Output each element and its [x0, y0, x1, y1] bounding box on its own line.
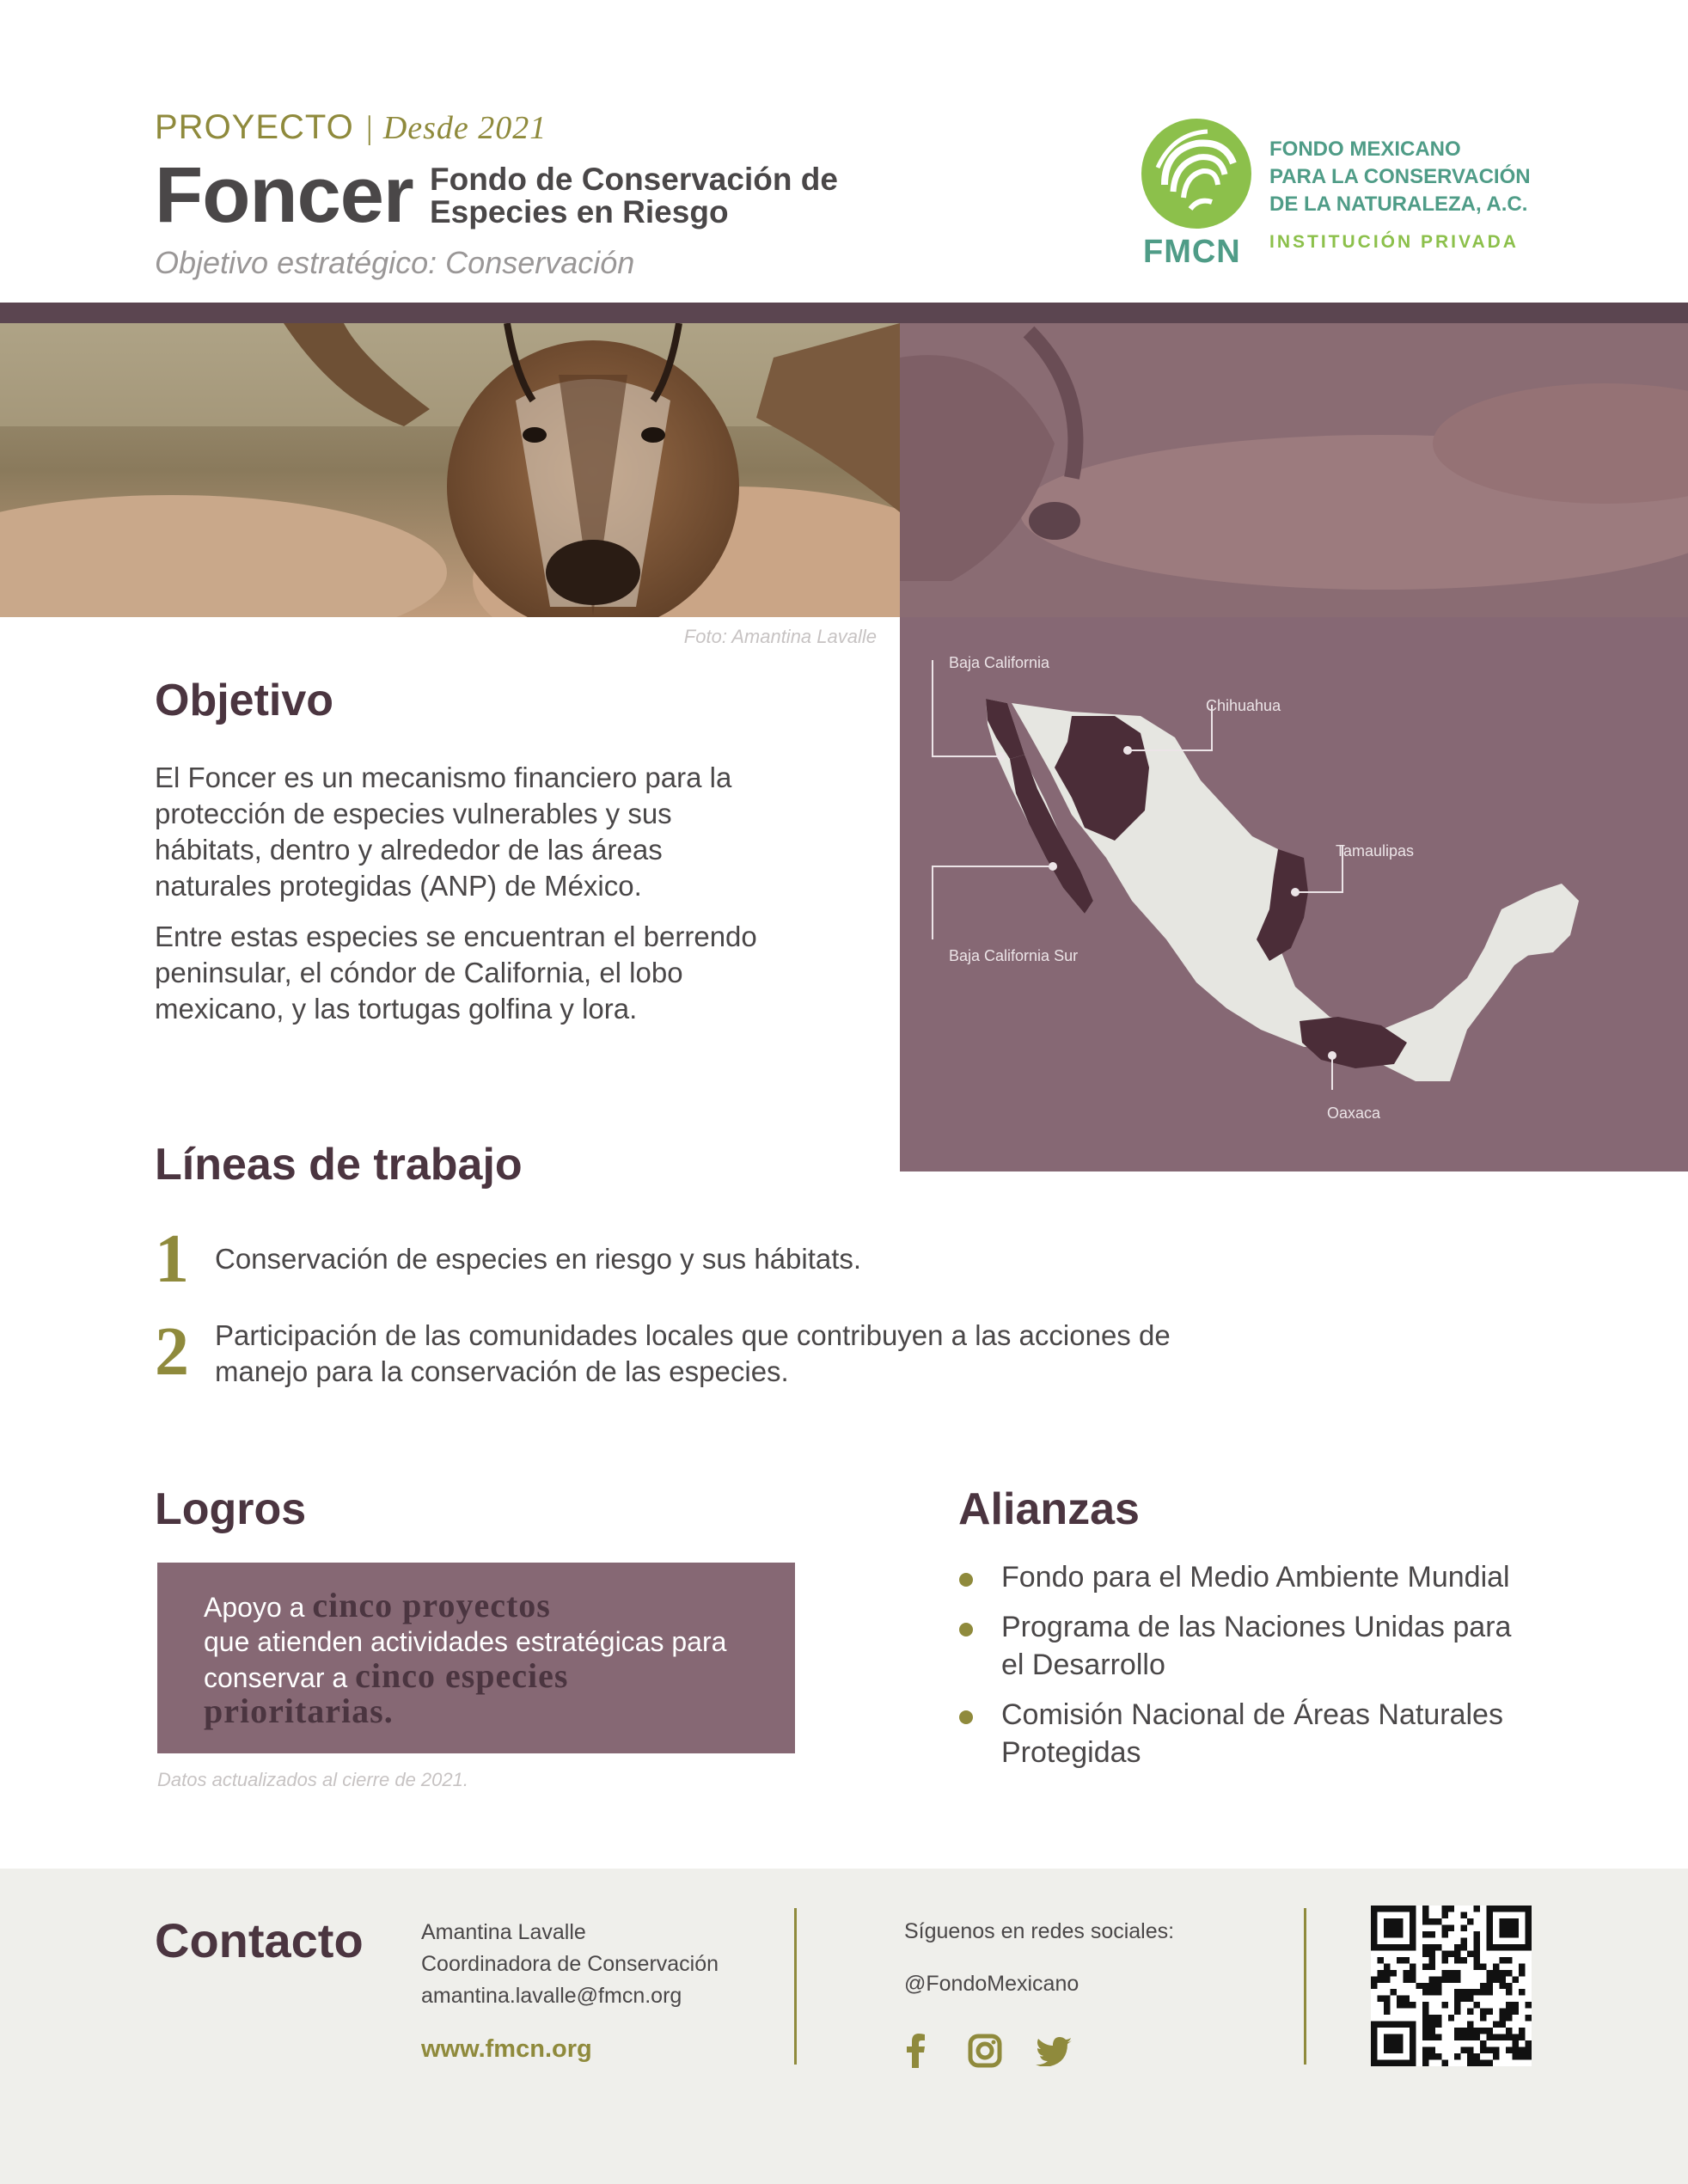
footer-divider [794, 1908, 797, 2065]
twitter-icon[interactable] [1036, 2037, 1072, 2066]
since-year: | Desde 2021 [364, 110, 547, 146]
social-handle: @FondoMexicano [904, 1972, 1079, 1996]
photo-credit: Foto: Amantina Lavalle [683, 626, 877, 647]
logo-name-line: PARA LA CONSERVACIÓN [1269, 165, 1531, 188]
map-label-oaxaca: Oaxaca [1327, 1104, 1381, 1122]
text-line: peninsular, el cóndor de California, el lobo [155, 957, 683, 988]
website-link[interactable]: www.fmcn.org [421, 2035, 592, 2063]
linea-item [215, 1241, 1332, 1277]
alianza-text: Programa de las Naciones Unidas para [1001, 1611, 1512, 1643]
linea-number: 1 [155, 1221, 189, 1297]
objetivo-heading: Objetivo [155, 676, 334, 725]
logros-highlight: cinco especies [355, 1656, 569, 1695]
linea-text: Participación de las comunidades locales que contribuyen a las acciones de [215, 1319, 1171, 1351]
bullet-icon [959, 1573, 973, 1587]
proyecto-word: PROYECTO [155, 108, 354, 146]
logo-acronym: FMCN [1143, 234, 1241, 270]
alianza-item [1001, 1608, 1620, 1684]
logros-box [157, 1563, 795, 1753]
header-band [0, 303, 1688, 323]
map-label-baja-california-sur: Baja California Sur [949, 947, 1079, 964]
text-line: naturales protegidas (ANP) de México. [155, 870, 642, 902]
text-line: Entre estas especies se encuentran el berrendo [155, 921, 757, 952]
logo-tagline: INSTITUCIÓN PRIVADA [1269, 232, 1519, 252]
logros-heading: Logros [155, 1484, 307, 1534]
objetivo-paragraph-2 [155, 919, 842, 1027]
logo-organization-name [1269, 136, 1562, 218]
footer-divider [1304, 1908, 1306, 2065]
logros-text: que atienden actividades estratégicas para [204, 1626, 727, 1657]
text-line: protección de especies vulnerables y sus [155, 798, 672, 829]
alianza-text: Fondo para el Medio Ambiente Mundial [1001, 1561, 1510, 1594]
antelope-photo [0, 323, 900, 617]
contacto-heading: Contacto [155, 1913, 364, 1967]
logros-text: conservar a [204, 1662, 356, 1693]
map-label-baja-california: Baja California [949, 654, 1050, 671]
map-label-tamaulipas: Tamaulipas [1336, 842, 1415, 860]
page-subtitle: Fondo de Conservación de Especies en Riesgo [430, 162, 838, 229]
social-label: Síguenos en redes sociales: [904, 1919, 1175, 1943]
mexico-map [900, 617, 1688, 1172]
logo-name-line: DE LA NATURALEZA, A.C. [1269, 193, 1528, 216]
objetivo-paragraph-1 [155, 760, 842, 904]
contact-name: Amantina Lavalle [421, 1920, 586, 1944]
map-panel [900, 617, 1688, 1172]
project-label [155, 108, 547, 147]
linea-item [215, 1318, 1332, 1390]
linea-number: 2 [155, 1314, 189, 1390]
data-note: Datos actualizados al cierre de 2021. [157, 1769, 468, 1790]
facebook-icon[interactable] [904, 2034, 927, 2068]
text-line: mexicano, y las tortugas golfina y lora. [155, 993, 638, 1025]
strategic-objective: Objetivo estratégico: Conservación [155, 245, 635, 280]
fmcn-logo-icon [1139, 116, 1255, 232]
alianza-text: el Desarrollo [1001, 1649, 1165, 1681]
map-label-chihuahua: Chihuahua [1206, 697, 1281, 714]
alianza-text: Protegidas [1001, 1736, 1141, 1769]
instagram-icon[interactable] [968, 2034, 1002, 2068]
linea-text: Conservación de especies en riesgo y sus hábitats. [215, 1243, 862, 1275]
qr-code[interactable] [1371, 1906, 1532, 2066]
logros-line [204, 1588, 749, 1624]
logros-highlight: prioritarias. [204, 1692, 394, 1730]
bullet-icon [959, 1623, 973, 1636]
lineas-heading: Líneas de trabajo [155, 1140, 523, 1190]
alianza-item [1001, 1696, 1620, 1771]
bullet-icon [959, 1710, 973, 1724]
logros-highlight: cinco proyectos [312, 1586, 551, 1624]
text-line: El Foncer es un mecanismo financiero para la [155, 762, 732, 793]
alianza-item [1001, 1558, 1620, 1596]
text-line: hábitats, dentro y alrededor de las áreas [155, 834, 663, 866]
contact-email[interactable]: amantina.lavalle@fmcn.org [421, 1984, 682, 2008]
alianza-text: Comisión Nacional de Áreas Naturales [1001, 1698, 1503, 1731]
antelope-photo-tinted [900, 323, 1688, 617]
linea-text: manejo para la conservación de las especies. [215, 1355, 789, 1387]
logo-name-line: FONDO MEXICANO [1269, 138, 1461, 161]
page-title: Foncer [155, 151, 413, 239]
logros-line [204, 1656, 749, 1695]
contact-role: Coordinadora de Conservación [421, 1952, 719, 1976]
logros-text: Apoyo a [204, 1592, 313, 1623]
alianzas-heading: Alianzas [958, 1484, 1140, 1534]
